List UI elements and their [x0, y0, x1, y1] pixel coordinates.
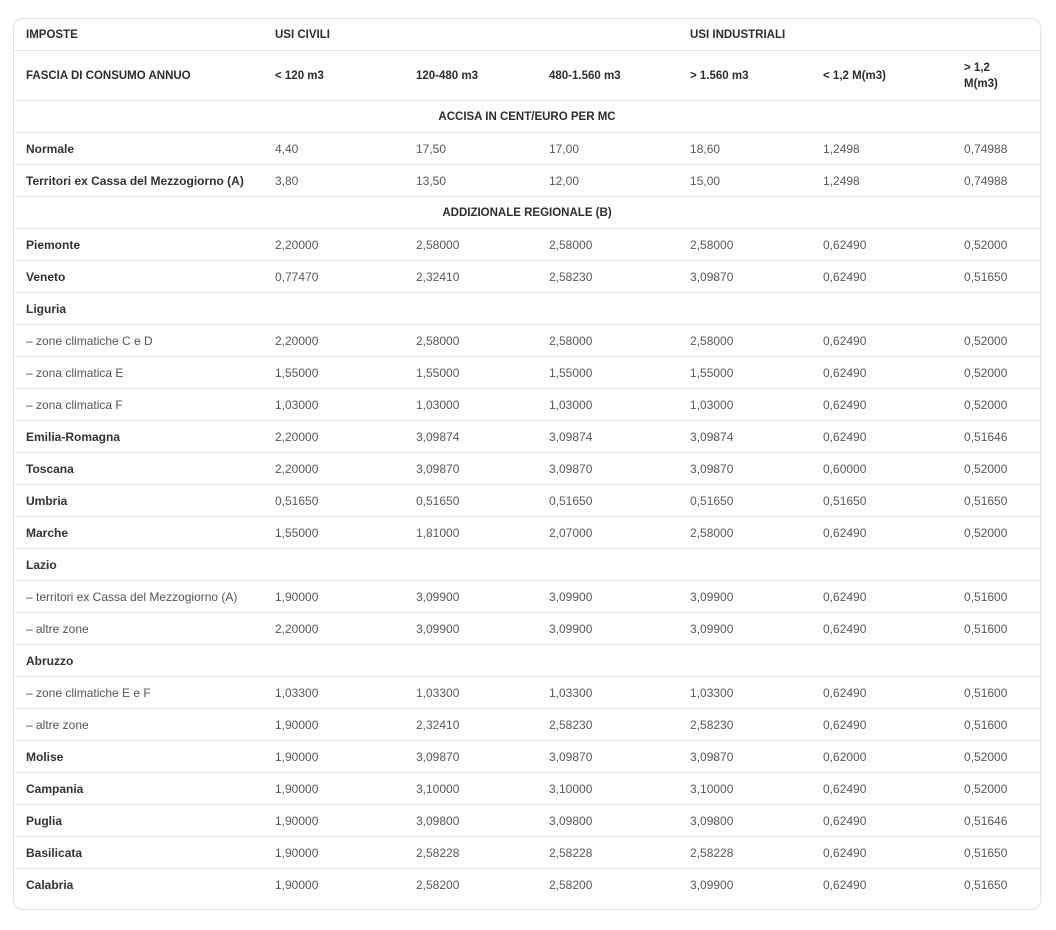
table-row	[14, 325, 1040, 357]
row-value	[678, 293, 811, 325]
row-value: 2,32410	[404, 261, 537, 293]
row-value: 18,60	[678, 133, 811, 165]
table-row	[14, 485, 1040, 517]
row-value: 1,90000	[263, 709, 404, 741]
row-value	[811, 645, 952, 677]
header-usi-civili: USI CIVILI	[263, 19, 678, 51]
row-value: 3,09870	[678, 741, 811, 773]
row-value: 0,51646	[952, 805, 1040, 837]
table-row	[14, 453, 1040, 485]
row-value	[263, 645, 404, 677]
row-value: 2,07000	[537, 517, 678, 549]
table-row	[14, 549, 1040, 581]
row-value: 0,51650	[964, 877, 1008, 892]
section-title-addizionale: ADDIZIONALE REGIONALE (B)	[14, 197, 1040, 229]
row-value: 1,03300	[537, 677, 678, 709]
row-value: 0,62490	[811, 613, 952, 645]
row-value: 0,62490	[811, 805, 952, 837]
row-value: 0,62490	[811, 517, 952, 549]
row-value: 0,51650	[263, 485, 404, 517]
section-title-accisa: ACCISA IN CENT/EURO PER MC	[14, 101, 1040, 133]
row-value: 0,51650	[952, 837, 1040, 869]
row-value: 2,58200	[416, 877, 460, 892]
row-value: 0,62490	[823, 877, 867, 892]
row-label: Territori ex Cassa del Mezzogiorno (A)	[14, 165, 263, 197]
row-value: 0,51650	[404, 485, 537, 517]
row-value: 3,10000	[404, 773, 537, 805]
row-value: 2,58000	[537, 229, 678, 261]
row-value: 2,20000	[263, 613, 404, 645]
row-label: Lazio	[14, 549, 263, 581]
row-value: 1,90000	[263, 773, 404, 805]
row-label: – zone climatiche E e F	[14, 677, 263, 709]
tariff-table	[14, 19, 1040, 900]
row-label: Marche	[14, 517, 263, 549]
row-value: 1,55000	[404, 357, 537, 389]
row-value: 3,09870	[404, 741, 537, 773]
row-label: Abruzzo	[14, 645, 263, 677]
row-value: 0,62490	[811, 389, 952, 421]
row-value	[952, 293, 1040, 325]
row-value: 1,90000	[263, 741, 404, 773]
table-body	[14, 19, 1040, 900]
row-value: 1,03000	[404, 389, 537, 421]
row-value: 1,03000	[263, 389, 404, 421]
row-value: 0,62490	[811, 837, 952, 869]
row-value: 0,52000	[952, 325, 1040, 357]
row-value: 2,58000	[404, 229, 537, 261]
row-value: 15,00	[678, 165, 811, 197]
row-value: 0,77470	[263, 261, 404, 293]
row-value	[537, 293, 678, 325]
header-fascia-col: < 120 m3	[263, 51, 404, 101]
row-value: 3,09800	[678, 805, 811, 837]
row-value: 0,52000	[952, 229, 1040, 261]
row-value: 2,58230	[537, 709, 678, 741]
row-value	[263, 549, 404, 581]
row-value: 2,58228	[537, 837, 678, 869]
row-value: 1,90000	[263, 581, 404, 613]
row-label: Emilia-Romagna	[14, 421, 263, 453]
header-fascia-col: > 1,2 M(m3)	[952, 51, 1040, 101]
row-label: Piemonte	[14, 229, 263, 261]
row-label: Basilicata	[14, 837, 263, 869]
row-value	[404, 645, 537, 677]
row-value: 2,32410	[404, 709, 537, 741]
row-value: 1,03000	[678, 389, 811, 421]
table-row	[14, 357, 1040, 389]
table-row	[14, 165, 1040, 197]
table-row	[14, 741, 1040, 773]
row-value: 0,52000	[952, 453, 1040, 485]
row-value: 3,10000	[678, 773, 811, 805]
table-row	[14, 581, 1040, 613]
row-value	[811, 549, 952, 581]
row-value: 3,10000	[537, 773, 678, 805]
row-value: 3,80	[263, 165, 404, 197]
table-row	[14, 229, 1040, 261]
row-value: 2,58000	[537, 325, 678, 357]
row-value: 1,90000	[275, 877, 319, 892]
header-row-usage	[14, 19, 1040, 51]
row-value: 0,52000	[952, 357, 1040, 389]
table-row	[14, 837, 1040, 869]
header-imposte: IMPOSTE	[14, 19, 263, 51]
row-label: Calabria	[26, 877, 74, 892]
row-value	[952, 645, 1040, 677]
header-fascia-col: 480-1.560 m3	[537, 51, 678, 101]
section-row-addizionale	[14, 197, 1040, 229]
table-row	[14, 869, 1040, 901]
row-value: 4,40	[263, 133, 404, 165]
row-value: 0,51600	[952, 613, 1040, 645]
table-row	[14, 773, 1040, 805]
row-label: – zona climatica E	[14, 357, 263, 389]
row-value	[404, 549, 537, 581]
row-value: 3,09870	[678, 453, 811, 485]
row-value: 1,81000	[404, 517, 537, 549]
row-value: 0,51600	[952, 581, 1040, 613]
row-value: 0,62490	[811, 773, 952, 805]
row-value	[404, 293, 537, 325]
row-value: 1,2498	[811, 133, 952, 165]
row-value: 2,58000	[678, 517, 811, 549]
row-value: 2,58000	[404, 325, 537, 357]
row-value: 1,90000	[263, 805, 404, 837]
header-fascia-col: > 1.560 m3	[678, 51, 811, 101]
table-row	[14, 261, 1040, 293]
row-value: 0,62000	[811, 741, 952, 773]
row-value: 3,09874	[678, 421, 811, 453]
row-value: 3,09874	[537, 421, 678, 453]
row-value: 3,09900	[537, 613, 678, 645]
row-value: 1,55000	[263, 357, 404, 389]
row-value: 1,2498	[811, 165, 952, 197]
row-value	[537, 645, 678, 677]
row-label: – altre zone	[14, 709, 263, 741]
row-value: 3,09900	[404, 613, 537, 645]
row-value	[678, 645, 811, 677]
table-row	[14, 133, 1040, 165]
row-value	[263, 293, 404, 325]
row-value: 3,09870	[404, 453, 537, 485]
row-value: 1,90000	[263, 837, 404, 869]
row-value: 0,62490	[811, 261, 952, 293]
header-fascia-label: FASCIA DI CONSUMO ANNUO	[14, 51, 263, 101]
row-value: 3,09870	[537, 453, 678, 485]
header-usi-industriali: USI INDUSTRIALI	[678, 19, 1040, 51]
row-value: 1,03300	[263, 677, 404, 709]
row-value: 0,51600	[952, 709, 1040, 741]
row-value: 17,00	[537, 133, 678, 165]
row-label: – zone climatiche C e D	[14, 325, 263, 357]
row-value: 1,03300	[404, 677, 537, 709]
row-value: 2,58000	[678, 229, 811, 261]
row-label: Molise	[14, 741, 263, 773]
row-value: 2,58230	[678, 709, 811, 741]
row-value: 0,52000	[952, 773, 1040, 805]
row-value	[952, 549, 1040, 581]
row-value: 3,09900	[537, 581, 678, 613]
row-label: Puglia	[14, 805, 263, 837]
row-label: – altre zone	[14, 613, 263, 645]
row-value: 2,20000	[263, 229, 404, 261]
row-value: 3,09870	[678, 261, 811, 293]
row-value: 0,62490	[811, 357, 952, 389]
row-value: 0,51650	[952, 261, 1040, 293]
row-value: 3,09900	[404, 581, 537, 613]
row-value: 2,58228	[678, 837, 811, 869]
row-value: 3,09800	[537, 805, 678, 837]
row-label: Liguria	[14, 293, 263, 325]
header-fascia-col: 120-480 m3	[404, 51, 537, 101]
row-value: 17,50	[404, 133, 537, 165]
row-value: 2,20000	[263, 421, 404, 453]
row-label: – zona climatica F	[14, 389, 263, 421]
row-value: 0,51650	[811, 485, 952, 517]
row-value: 0,62490	[811, 229, 952, 261]
row-label: Campania	[14, 773, 263, 805]
table-row	[14, 709, 1040, 741]
table-row	[14, 677, 1040, 709]
row-value: 0,62490	[811, 677, 952, 709]
table-row	[14, 613, 1040, 645]
row-value: 13,50	[404, 165, 537, 197]
row-value: 1,03000	[537, 389, 678, 421]
row-value: 1,03300	[678, 677, 811, 709]
table-row	[14, 645, 1040, 677]
row-label: Normale	[14, 133, 263, 165]
row-value: 0,62490	[811, 325, 952, 357]
row-value: 0,51650	[952, 485, 1040, 517]
row-value: 0,62490	[811, 709, 952, 741]
row-value: 12,00	[537, 165, 678, 197]
row-value: 2,58200	[549, 877, 593, 892]
row-value: 3,09870	[537, 741, 678, 773]
row-value: 3,09800	[404, 805, 537, 837]
row-value: 0,52000	[952, 389, 1040, 421]
section-row-accisa	[14, 101, 1040, 133]
row-value: 0,74988	[952, 133, 1040, 165]
row-value: 3,09900	[690, 877, 734, 892]
row-value: 2,58228	[404, 837, 537, 869]
row-value: 0,51600	[952, 677, 1040, 709]
row-value: 2,58230	[537, 261, 678, 293]
row-value: 2,20000	[263, 453, 404, 485]
row-value: 1,55000	[263, 517, 404, 549]
row-value: 0,74988	[952, 165, 1040, 197]
row-value: 1,55000	[678, 357, 811, 389]
row-value: 0,62490	[811, 581, 952, 613]
row-value: 0,60000	[811, 453, 952, 485]
table-row	[14, 421, 1040, 453]
table-row	[14, 805, 1040, 837]
row-value: 3,09900	[678, 581, 811, 613]
table-row	[14, 389, 1040, 421]
row-value	[537, 549, 678, 581]
header-fascia-col: < 1,2 M(m3)	[811, 51, 952, 101]
header-row-fascia	[14, 51, 1040, 101]
row-label: Toscana	[14, 453, 263, 485]
row-label: Umbria	[14, 485, 263, 517]
row-value: 0,51650	[678, 485, 811, 517]
row-label: – territori ex Cassa del Mezzogiorno (A)	[14, 581, 263, 613]
row-value: 0,51646	[952, 421, 1040, 453]
row-value	[811, 293, 952, 325]
row-value	[678, 549, 811, 581]
row-value: 1,55000	[537, 357, 678, 389]
row-label: Veneto	[14, 261, 263, 293]
row-value: 3,09874	[404, 421, 537, 453]
table-row	[14, 293, 1040, 325]
row-value: 0,52000	[952, 741, 1040, 773]
table-row	[14, 517, 1040, 549]
row-value: 0,51650	[537, 485, 678, 517]
row-value: 0,62490	[811, 421, 952, 453]
row-value: 0,52000	[952, 517, 1040, 549]
row-value: 2,20000	[263, 325, 404, 357]
tariff-table-card	[13, 18, 1041, 910]
row-value: 3,09900	[678, 613, 811, 645]
row-value: 2,58000	[678, 325, 811, 357]
